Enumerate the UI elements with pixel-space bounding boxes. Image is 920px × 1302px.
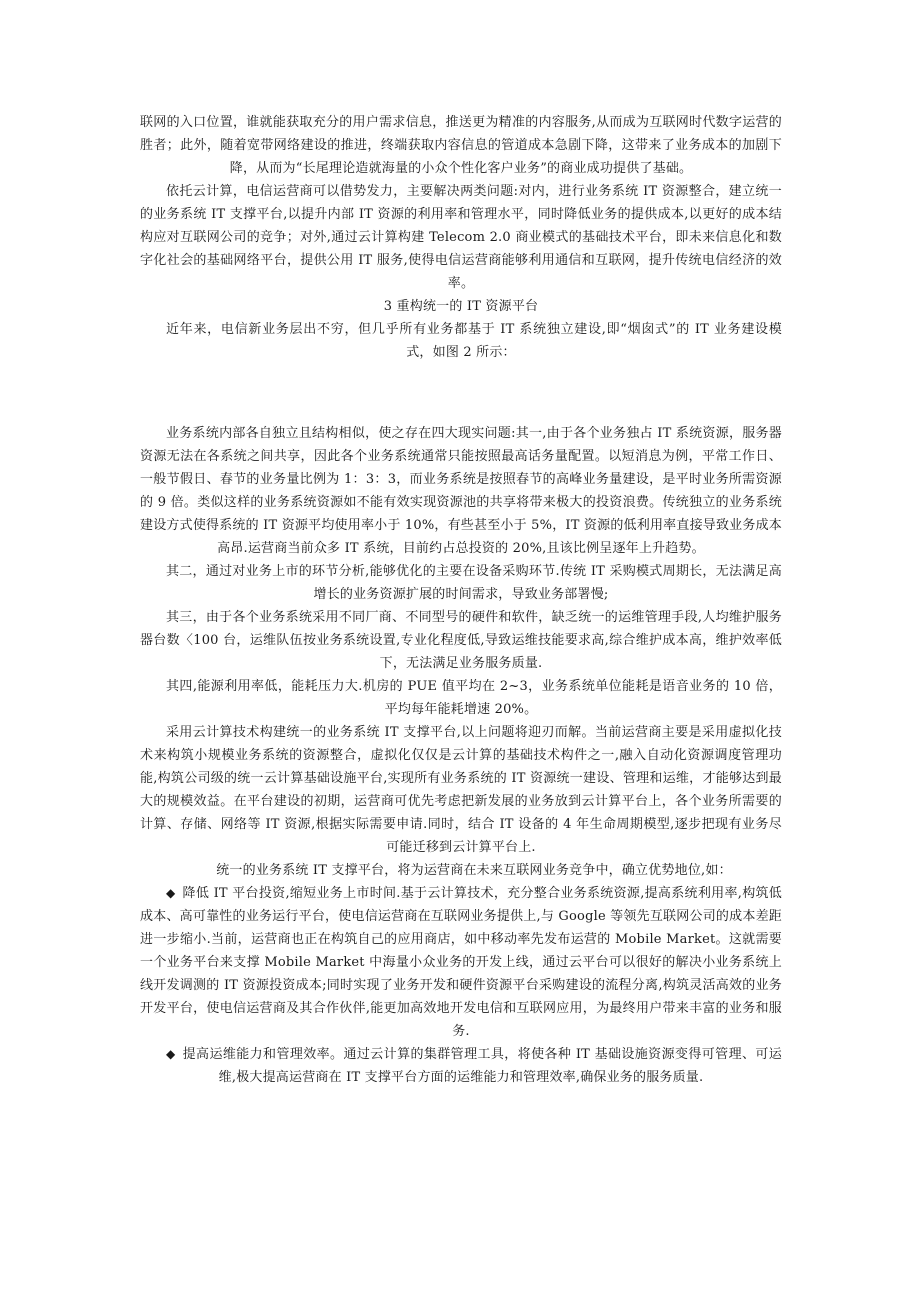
paragraph-intro-continuation: 联网的入口位置，谁就能获取充分的用户需求信息，推送更为精准的内容服务,从而成为互联网时代数字运营的胜者；此外，随着宽带网络建设的推进，终端获取内容信息的管道成本急剧下降，这带来了业务成本的加剧下降，从而为“长尾理论造就海量的小众个性化客户业务”的商业成功提供了基础。 — [140, 115, 782, 176]
diamond-bullet-icon: ◆ — [166, 886, 176, 900]
figure-placeholder — [140, 364, 782, 422]
diamond-bullet-icon: ◆ — [166, 1047, 176, 1061]
section-heading: 3 重构统一的 IT 资源平台 — [383, 299, 539, 314]
bullet-item-operations — [140, 1043, 782, 1089]
paragraph-cloud-computing: 依托云计算，电信运营商可以借势发力，主要解决两类问题:对内，进行业务系统 IT 资源整合，建立统一的业务系统 IT 支撑平台,以提升内部 IT 资源的利用率和管理水平，同时降低业务的提供成本,以更好的成本结构应对互联网公司的竞争；对外,通过云计算构建 Telecom 2.0 商业模式的基础技术平台，即未来信息化和数字化社会的基础网络平台，提供公用 IT 服务,使得电信运营商能够利用通信和互联网，提升传统电信经济的效率。 — [140, 184, 782, 291]
bullet-item-lower-investment — [140, 882, 782, 1043]
paragraph-problem-two: 其二，通过对业务上市的环节分析,能够优化的主要在设备采购环节.传统 IT 采购模式周期长，无法满足高增长的业务资源扩展的时间需求，导致业务部署慢; — [166, 564, 782, 602]
paragraph-problem-three: 其三，由于各个业务系统采用不同厂商、不同型号的硬件和软件，缺乏统一的运维管理手段,人均维护服务器台数〈100 台，运维队伍按业务系统设置,专业化程度低,导致运维技能要求高,综合维护成本高，维护效率低下，无法满足业务服务质量. — [140, 610, 782, 671]
paragraph-problems: 业务系统内部各自独立且结构相似，使之存在四大现实问题:其一,由于各个业务独占 IT 系统资源，服务器资源无法在各系统之间共享，因此各个业务系统通常只能按照最高话务量配置。以短消息为例，平常工作日、一般节假日、春节的业务量比例为 1：3：3，而业务系统是按照春节的高峰业务量建设，是平时业务所需资源的 9 倍。类似这样的业务系统资源如不能有效实现资源池的共享将带来极大的投资浪费。传统独立的业务系统建设方式使得系统的 IT 资源平均使用率小于 10%，有些甚至小于 5%，IT 资源的低利用率直接导致业务成本高昂.运营商当前众多 IT 系统，目前约占总投资的 20%,且该比例呈逐年上升趋势。 — [140, 426, 782, 556]
bullet-text: 降低 IT 平台投资,缩短业务上市时间.基于云计算技术，充分整合业务系统资源,提高系统利用率,构筑低成本、高可靠性的业务运行平台，使电信运营商在互联网业务提供上,与 Google 等领先互联网公司的成本差距进一步缩小.当前，运营商也正在构筑自己的应用商店，如中移动率先发布运营的 Mobile Market。这就需要一个业务平台来支撑 Mobile Market 中海量小众业务的开发上线，通过云平台可以很好的解决小业务系统上线开发调测的 IT 资源投资成本;同时实现了业务开发和硬件资源平台采购建设的流程分离,构筑灵活高效的业务开发平台，使电信运营商及其合作伙伴,能更加高效地开发电信和互联网应用，为最终用户带来丰富的业务和服务. — [140, 886, 782, 1039]
paragraph-figure-reference: 近年来，电信新业务层出不穷，但几乎所有业务都基于 IT 系统独立建设,即“烟囱式”的 IT 业务建设模式，如图 2 所示： — [166, 322, 782, 360]
paragraph-problem-four: 其四,能源利用率低，能耗压力大.机房的 PUE 值平均在 2~3，业务系统单位能耗是语音业务的 10 倍，平均每年能耗增速 20%。 — [166, 679, 782, 717]
paragraph-advantages-intro: 统一的业务系统 IT 支撑平台，将为运营商在未来互联网业务竞争中，确立优势地位,如： — [216, 863, 732, 878]
document-body — [140, 111, 782, 1089]
bullet-text: 提高运维能力和管理效率。通过云计算的集群管理工具，将使各种 IT 基础设施资源变得可管理、可运维,极大提高运营商在 IT 支撑平台方面的运维能力和管理效率,确保业务的服务质量. — [182, 1047, 782, 1085]
paragraph-solution: 采用云计算技术构建统一的业务系统 IT 支撑平台,以上问题将迎刃而解。当前运营商主要是采用虚拟化技术来构筑小规模业务系统的资源整合，虚拟化仅仅是云计算的基础技术构件之一,融入自动化资源调度管理功能,构筑公司级的统一云计算基础设施平台,实现所有业务系统的 IT 资源统一建设、管理和运维，才能够达到最大的规模效益。在平台建设的初期，运营商可优先考虑把新发展的业务放到云计算平台上，各个业务所需要的计算、存储、网络等 IT 资源,根据实际需要申请.同时，结合 IT 设备的 4 年生命周期模型,逐步把现有业务尽可能迁移到云计算平台上. — [140, 725, 782, 855]
